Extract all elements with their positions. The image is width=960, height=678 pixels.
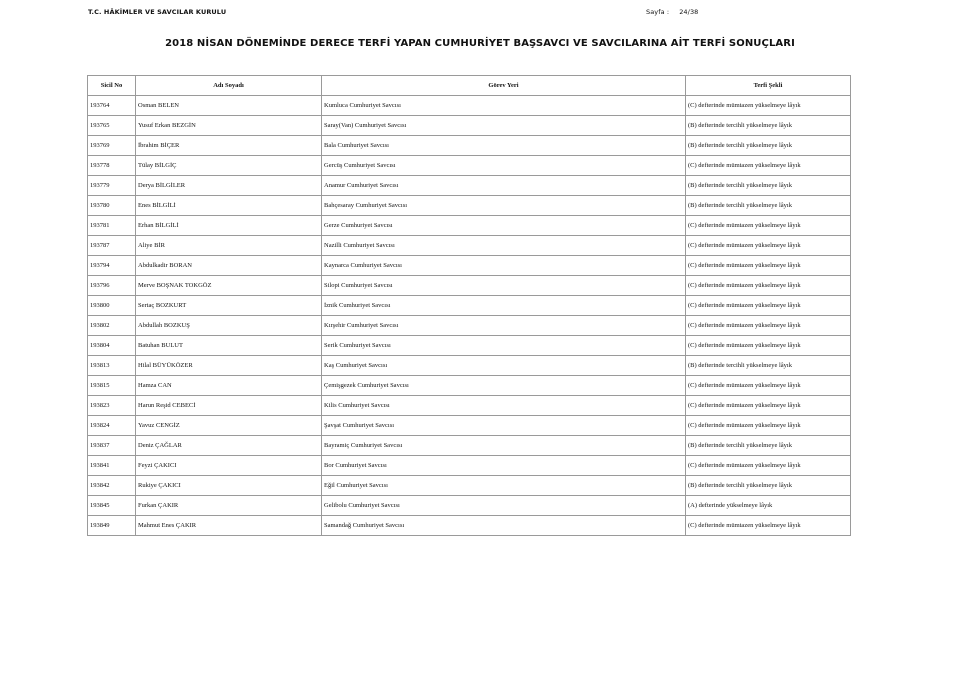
table-row: [88, 416, 851, 436]
sicil-no-cell: 193778: [88, 156, 136, 176]
gorev-yeri-cell: Bala Cumhuriyet Savcısı: [322, 136, 686, 156]
table-row: [88, 156, 851, 176]
adi-soyadi-cell: Feyzi ÇAKICI: [136, 456, 322, 476]
table-row: [88, 436, 851, 456]
sicil-no-cell: 193804: [88, 336, 136, 356]
adi-soyadi-cell: Yusuf Erkan BEZGİN: [136, 116, 322, 136]
adi-soyadi-cell: Harun Reşid CEBECİ: [136, 396, 322, 416]
terfi-sekli-cell: (C) defterinde mümtazen yükselmeye lâyık: [686, 216, 851, 236]
table-row: [88, 96, 851, 116]
gorev-yeri-cell: Kırşehir Cumhuriyet Savcısı: [322, 316, 686, 336]
table-row: [88, 216, 851, 236]
column-header-terfi-sekli: Terfi Şekli: [686, 76, 851, 96]
sicil-no-cell: 193845: [88, 496, 136, 516]
gorev-yeri-cell: Kumluca Cumhuriyet Savcısı: [322, 96, 686, 116]
adi-soyadi-cell: Erhan BİLGİLİ: [136, 216, 322, 236]
sicil-no-cell: 193787: [88, 236, 136, 256]
terfi-sekli-cell: (C) defterinde mümtazen yükselmeye lâyık: [686, 236, 851, 256]
table-row: [88, 396, 851, 416]
sicil-no-cell: 193837: [88, 436, 136, 456]
table-row: [88, 356, 851, 376]
sicil-no-cell: 193815: [88, 376, 136, 396]
adi-soyadi-cell: Furkan ÇAKIR: [136, 496, 322, 516]
gorev-yeri-cell: Gerze Cumhuriyet Savcısı: [322, 216, 686, 236]
adi-soyadi-cell: Abdullah BOZKUŞ: [136, 316, 322, 336]
sicil-no-cell: 193765: [88, 116, 136, 136]
header-org: T.C. HÂKİMLER VE SAVCILAR KURULU: [88, 8, 227, 16]
terfi-sekli-cell: (C) defterinde mümtazen yükselmeye lâyık: [686, 316, 851, 336]
sicil-no-cell: 193841: [88, 456, 136, 476]
terfi-sekli-cell: (C) defterinde mümtazen yükselmeye lâyık: [686, 456, 851, 476]
adi-soyadi-cell: Derya BİLGİLER: [136, 176, 322, 196]
table-row: [88, 276, 851, 296]
gorev-yeri-cell: Kilis Cumhuriyet Savcısı: [322, 396, 686, 416]
adi-soyadi-cell: Sertaç BOZKURT: [136, 296, 322, 316]
sicil-no-cell: 193780: [88, 196, 136, 216]
adi-soyadi-cell: Aliye BİR: [136, 236, 322, 256]
column-header-sicil-no: Sicil No: [88, 76, 136, 96]
sicil-no-cell: 193764: [88, 96, 136, 116]
gorev-yeri-cell: Kaynarca Cumhuriyet Savcısı: [322, 256, 686, 276]
table-header-row: [88, 76, 851, 96]
table-row: [88, 376, 851, 396]
adi-soyadi-cell: Rukiye ÇAKICI: [136, 476, 322, 496]
sicil-no-cell: 193842: [88, 476, 136, 496]
gorev-yeri-cell: Eğil Cumhuriyet Savcısı: [322, 476, 686, 496]
sicil-no-cell: 193802: [88, 316, 136, 336]
gorev-yeri-cell: Serik Cumhuriyet Savcısı: [322, 336, 686, 356]
sicil-no-cell: 193796: [88, 276, 136, 296]
sicil-no-cell: 193813: [88, 356, 136, 376]
column-header-gorev-yeri: Görev Yeri: [322, 76, 686, 96]
table-row: [88, 496, 851, 516]
adi-soyadi-cell: İbrahim BİÇER: [136, 136, 322, 156]
sicil-no-cell: 193769: [88, 136, 136, 156]
table-body: [88, 96, 851, 536]
table-row: [88, 176, 851, 196]
adi-soyadi-cell: Hilal BÜYÜKÖZER: [136, 356, 322, 376]
adi-soyadi-cell: Merve BOŞNAK TOKGÖZ: [136, 276, 322, 296]
sicil-no-cell: 193781: [88, 216, 136, 236]
results-table: [87, 75, 851, 536]
gorev-yeri-cell: Şavşat Cumhuriyet Savcısı: [322, 416, 686, 436]
gorev-yeri-cell: Bahçesaray Cumhuriyet Savcısı: [322, 196, 686, 216]
gorev-yeri-cell: Bayramiç Cumhuriyet Savcısı: [322, 436, 686, 456]
gorev-yeri-cell: Nazilli Cumhuriyet Savcısı: [322, 236, 686, 256]
table-row: [88, 296, 851, 316]
sicil-no-cell: 193779: [88, 176, 136, 196]
gorev-yeri-cell: Çemişgezek Cumhuriyet Savcısı: [322, 376, 686, 396]
adi-soyadi-cell: Enes BİLGİLİ: [136, 196, 322, 216]
gorev-yeri-cell: Saray(Van) Cumhuriyet Savcısı: [322, 116, 686, 136]
terfi-sekli-cell: (B) defterinde tercihli yükselmeye lâyık: [686, 116, 851, 136]
sicil-no-cell: 193824: [88, 416, 136, 436]
terfi-sekli-cell: (C) defterinde mümtazen yükselmeye lâyık: [686, 296, 851, 316]
table-row: [88, 256, 851, 276]
table-row: [88, 196, 851, 216]
terfi-sekli-cell: (A) defterinde yükselmeye lâyık: [686, 496, 851, 516]
adi-soyadi-cell: Mahmut Enes ÇAKIR: [136, 516, 322, 536]
sicil-no-cell: 193794: [88, 256, 136, 276]
terfi-sekli-cell: (C) defterinde mümtazen yükselmeye lâyık: [686, 516, 851, 536]
terfi-sekli-cell: (B) defterinde tercihli yükselmeye lâyık: [686, 176, 851, 196]
gorev-yeri-cell: Gercüş Cumhuriyet Savcısı: [322, 156, 686, 176]
terfi-sekli-cell: (B) defterinde tercihli yükselmeye lâyık: [686, 196, 851, 216]
column-header-adi-soyadi: Adı Soyadı: [136, 76, 322, 96]
gorev-yeri-cell: İznik Cumhuriyet Savcısı: [322, 296, 686, 316]
header-page: [646, 8, 698, 16]
table-row: [88, 236, 851, 256]
gorev-yeri-cell: Silopi Cumhuriyet Savcısı: [322, 276, 686, 296]
terfi-sekli-cell: (B) defterinde tercihli yükselmeye lâyık: [686, 136, 851, 156]
terfi-sekli-cell: (C) defterinde mümtazen yükselmeye lâyık: [686, 396, 851, 416]
terfi-sekli-cell: (B) defterinde tercihli yükselmeye lâyık: [686, 476, 851, 496]
terfi-sekli-cell: (B) defterinde tercihli yükselmeye lâyık: [686, 356, 851, 376]
sicil-no-cell: 193800: [88, 296, 136, 316]
page-title: 2018 NİSAN DÖNEMİNDE DERECE TERFİ YAPAN CUMHURİYET BAŞSAVCI VE SAVCILARINA AİT TERFİ SONUÇLARI: [165, 38, 795, 49]
adi-soyadi-cell: Abdulkadir BORAN: [136, 256, 322, 276]
sicil-no-cell: 193849: [88, 516, 136, 536]
adi-soyadi-cell: Tülay BİLGİÇ: [136, 156, 322, 176]
table-row: [88, 336, 851, 356]
terfi-sekli-cell: (B) defterinde tercihli yükselmeye lâyık: [686, 436, 851, 456]
adi-soyadi-cell: Yavuz CENGİZ: [136, 416, 322, 436]
table-row: [88, 136, 851, 156]
terfi-sekli-cell: (C) defterinde mümtazen yükselmeye lâyık: [686, 336, 851, 356]
adi-soyadi-cell: Batuhan BULUT: [136, 336, 322, 356]
page-label: Sayfa :: [646, 8, 670, 16]
sicil-no-cell: 193823: [88, 396, 136, 416]
gorev-yeri-cell: Samandağ Cumhuriyet Savcısı: [322, 516, 686, 536]
adi-soyadi-cell: Deniz ÇAĞLAR: [136, 436, 322, 456]
terfi-sekli-cell: (C) defterinde mümtazen yükselmeye lâyık: [686, 96, 851, 116]
adi-soyadi-cell: Hamza CAN: [136, 376, 322, 396]
gorev-yeri-cell: Gelibolu Cumhuriyet Savcısı: [322, 496, 686, 516]
terfi-sekli-cell: (C) defterinde mümtazen yükselmeye lâyık: [686, 276, 851, 296]
gorev-yeri-cell: Anamur Cumhuriyet Savcısı: [322, 176, 686, 196]
table-row: [88, 456, 851, 476]
gorev-yeri-cell: Bor Cumhuriyet Savcısı: [322, 456, 686, 476]
table-row: [88, 516, 851, 536]
terfi-sekli-cell: (C) defterinde mümtazen yükselmeye lâyık: [686, 376, 851, 396]
table-row: [88, 116, 851, 136]
gorev-yeri-cell: Kaş Cumhuriyet Savcısı: [322, 356, 686, 376]
table-row: [88, 476, 851, 496]
table-row: [88, 316, 851, 336]
terfi-sekli-cell: (C) defterinde mümtazen yükselmeye lâyık: [686, 256, 851, 276]
terfi-sekli-cell: (C) defterinde mümtazen yükselmeye lâyık: [686, 156, 851, 176]
adi-soyadi-cell: Osman BELEN: [136, 96, 322, 116]
terfi-sekli-cell: (C) defterinde mümtazen yükselmeye lâyık: [686, 416, 851, 436]
page-number: 24/38: [679, 8, 699, 16]
